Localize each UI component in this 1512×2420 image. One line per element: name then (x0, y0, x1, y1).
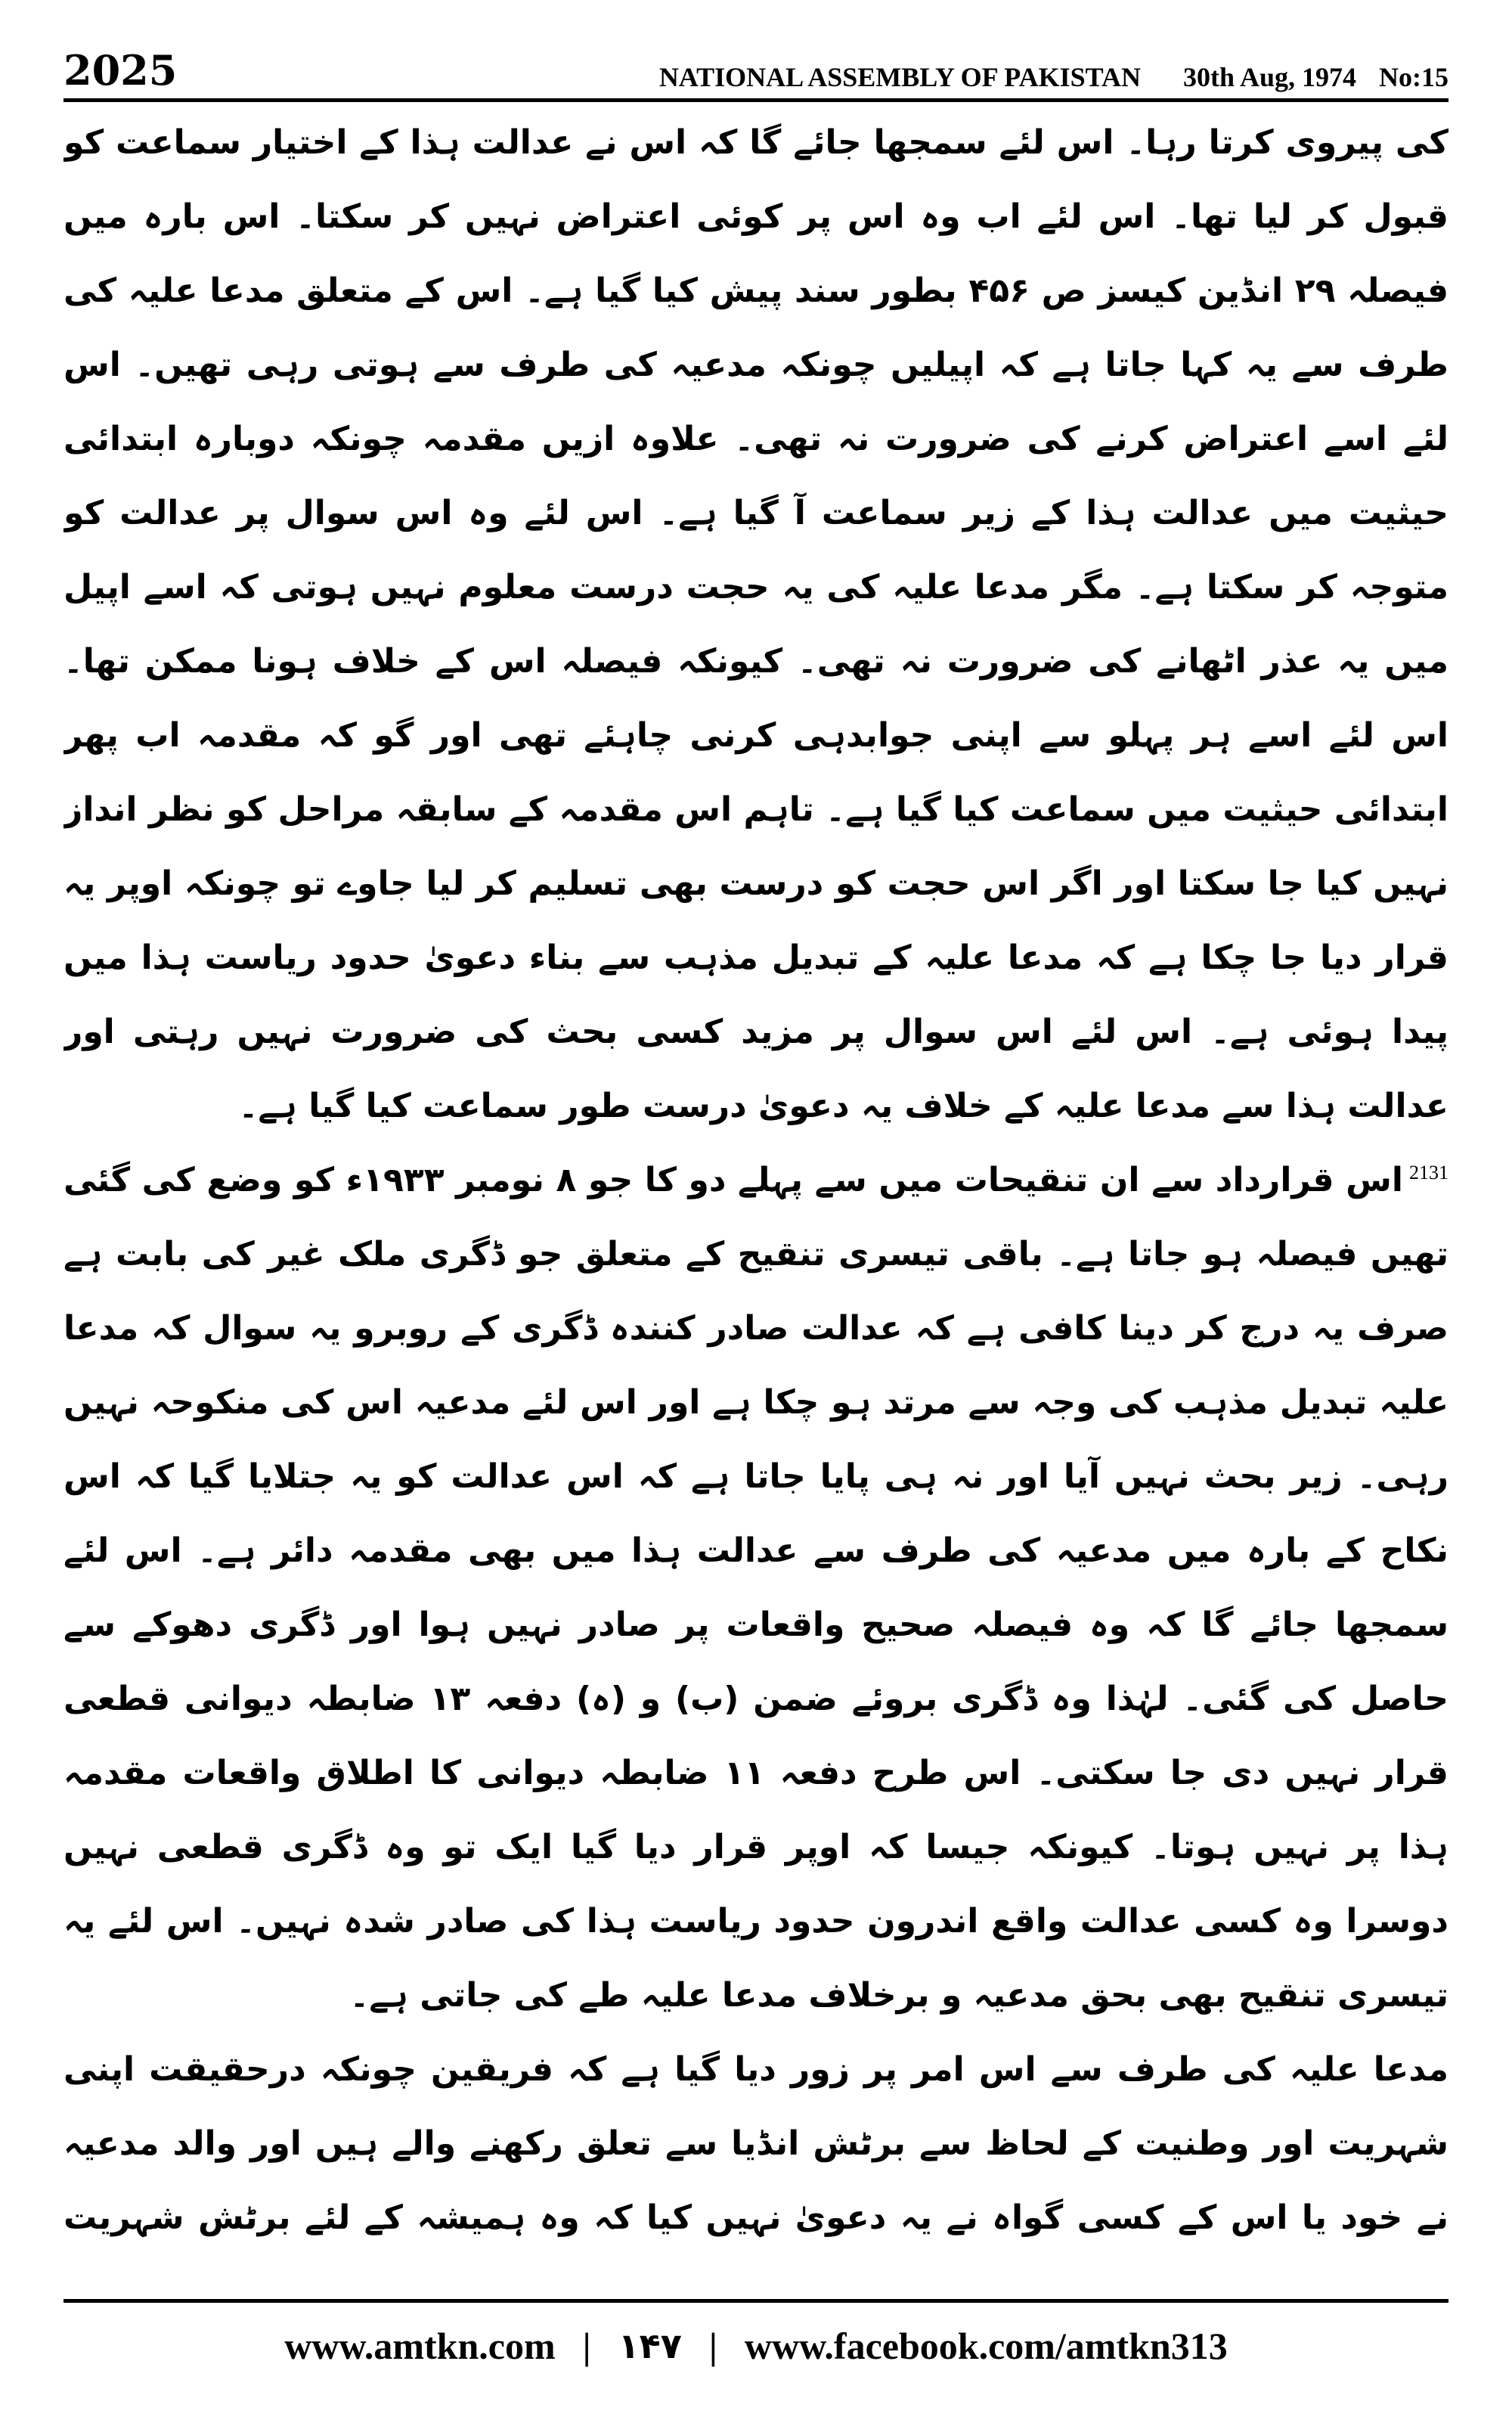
paragraph-3: مدعا علیہ کی طرف سے اس امر پر زور دیا گیا ہے کہ فریقین چونکہ درحقیقت اپنی شہریت اور وطنیت کے لحاظ سے برٹش انڈیا سے تعلق رکھنے والے ہیں اور والد مدعیہ نے خود یا اس کے کسی گواہ نے یہ دعویٰ نہیں کیا کہ وہ ہمیشہ کے لئے برٹش شہریت (64, 2050, 1448, 2237)
paragraph-2-text: اس قرارداد سے ان تنقیحات میں سے پہلے دو کا جو ۸ نومبر ۱۹۳۳ء کو وضع کی گئی تھیں فیصلہ ہو جاتا ہے۔ باقی تیسری تنقیح کے متعلق جو ڈگری ملک غیر کی بابت ہے صرف یہ درج کر دینا کافی ہے کہ عدالت صادر کنندہ ڈگری کے روبرو یہ سوال کہ مدعا علیہ تبدیل مذہب کی وجہ سے مرتد ہو چکا ہے اور اس لئے مدعیہ اس کی منکوحہ نہیں رہی۔ زیر بحث نہیں آیا اور نہ ہی پایا جاتا ہے کہ اس عدالت کو یہ جتلایا گیا کہ اس نکاح کے بارہ میں مدعیہ کی طرف سے عدالت ہذا میں بھی مقدمہ دائر ہے۔ اس لئے سمجھا جائے گا کہ وہ فیصلہ صحیح واقعات پر صادر نہیں ہوا اور ڈگری دھوکے سے حاصل کی گئی۔ لہٰذا وہ ڈگری بروئے ضمن (ب) و (ہ) دفعہ ۱۳ ضابطہ دیوانی قطعی قرار نہیں دی جا سکتی۔ اس طرح دفعہ ۱۱ ضابطہ دیوانی کا اطلاق واقعات مقدمہ ہذا پر نہیں ہوتا۔ کیونکہ جیسا کہ اوپر قرار دیا گیا ایک تو وہ ڈگری قطعی نہیں دوسرا وہ کسی عدالت واقع اندرون حدود ریاست ہذا کی صادر شدہ نہیں۔ اس لئے یہ تیسری تنقیح بھی بحق مدعیہ و برخلاف مدعا علیہ طے کی جاتی ہے۔ (64, 1161, 1448, 2015)
footer-right-link[interactable]: www.facebook.com/amtkn313 (744, 2325, 1228, 2367)
footer-left-link[interactable]: www.amtkn.com (284, 2325, 556, 2367)
paragraph-2 (64, 1143, 1448, 2033)
page-footer (64, 2316, 1448, 2376)
footer-separator: | (582, 2325, 591, 2367)
footer-page-number: ۱۴۷ (618, 2325, 682, 2366)
page-number: 2025 (64, 46, 178, 95)
page-body (64, 106, 1448, 2254)
paragraph-1: کی پیروی کرتا رہا۔ اس لئے سمجھا جائے گا کہ اس نے عدالت ہذا کے اختیار سماعت کو قبول کر لیا تھا۔ اس لئے اب وہ اس پر کوئی اعتراض نہیں کر سکتا۔ اس بارہ میں فیصلہ ۲۹ انڈین کیسز ص ۴۵۶ بطور سند پیش کیا گیا ہے۔ اس کے متعلق مدعا علیہ کی طرف سے یہ کہا جاتا ہے کہ اپیلیں چونکہ مدعیہ کی طرف سے ہوتی رہی تھیں۔ اس لئے اسے اعتراض کرنے کی ضرورت نہ تھی۔ علاوہ ازیں مقدمہ چونکہ دوبارہ ابتدائی حیثیت میں عدالت ہذا کے زیر سماعت آ گیا ہے۔ اس لئے وہ اس سوال پر عدالت کو متوجہ کر سکتا ہے۔ مگر مدعا علیہ کی یہ حجت درست معلوم نہیں ہوتی کہ اسے اپیل میں یہ عذر اٹھانے کی ضرورت نہ تھی۔ کیونکہ فیصلہ اس کے خلاف ہونا ممکن تھا۔ اس لئے اسے ہر پہلو سے اپنی جوابدہی کرنی چاہئے تھی اور گو کہ مقدمہ اب پھر ابتدائی حیثیت میں سماعت کیا گیا ہے۔ تاہم اس مقدمہ کے سابقہ مراحل کو نظر انداز نہیں کیا جا سکتا اور اگر اس حجت کو درست بھی تسلیم کر لیا جاوے تو چونکہ اوپر یہ قرار دیا جا چکا ہے کہ مدعا علیہ کے تبدیل مذہب سے بناء دعویٰ حدود ریاست ہذا میں پیدا ہوئی ہے۔ اس لئے اس سوال پر مزید کسی بحث کی ضرورت نہیں رہتی اور عدالت ہذا سے مدعا علیہ کے خلاف یہ دعویٰ درست طور سماعت کیا گیا ہے۔ (64, 123, 1448, 1125)
header-date: 30th Aug, 1974 (1182, 62, 1356, 92)
footnote-marker: 2131 (1408, 1162, 1448, 1184)
page-header (64, 36, 1448, 102)
footer-divider (64, 2299, 1448, 2303)
header-issue: No:15 (1379, 62, 1448, 92)
header-title: NATIONAL ASSEMBLY OF PAKISTAN (658, 62, 1141, 92)
footer-separator: | (708, 2325, 717, 2367)
header-info (659, 64, 1448, 91)
